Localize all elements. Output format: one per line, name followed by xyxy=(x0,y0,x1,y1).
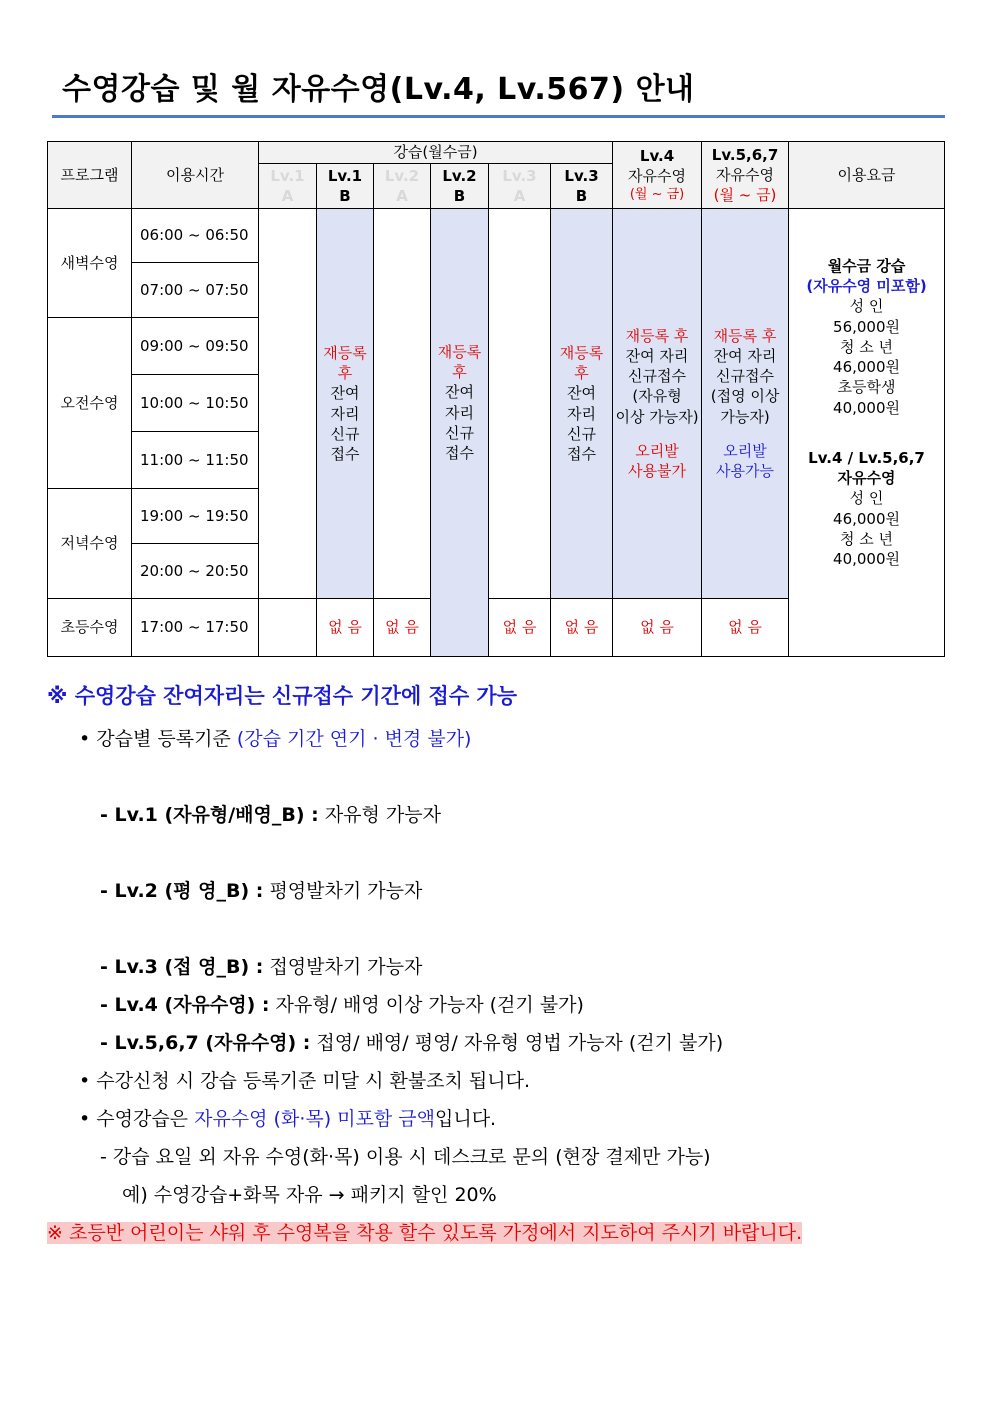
time-slot: 06:00 ~ 06:50 xyxy=(132,209,259,263)
lv567-cell: 재등록 후 잔여 자리 신규접수 (접영 이상 가능자) 오리발 사용가능 xyxy=(702,209,789,599)
time-slot: 20:00 ~ 20:50 xyxy=(132,544,259,599)
none-cell: 없 음 xyxy=(702,599,789,657)
page-title: 수영강습 및 월 자유수영(Lv.4, Lv.567) 안내 xyxy=(62,72,695,107)
lv2a-cell xyxy=(374,209,431,599)
lv567-header: Lv.5,6,7 자유수영 (월 ~ 금) xyxy=(702,142,789,209)
title-divider xyxy=(52,115,945,118)
lv4-header: Lv.4 자유수영 (월 ~ 금) xyxy=(613,142,702,209)
notes-heading: ※ 수영강습 잔여자리는 신규접수 기간에 접수 가능 xyxy=(47,684,518,708)
level-header-lv1a: Lv.1 A xyxy=(259,164,317,209)
program-dawn: 새벽수영 xyxy=(48,209,132,318)
level-header-lv3a: Lv.3 A xyxy=(489,164,551,209)
time-slot: 10:00 ~ 10:50 xyxy=(132,375,259,432)
program-header: 프로그램 xyxy=(48,142,132,209)
level-criterion: - Lv.2 (평 영_B) : 평영발차기 가능자 xyxy=(100,880,423,902)
lv3b-cell: 재등록 후 잔여 자리 신규 접수 xyxy=(551,209,613,599)
level-header-lv3b: Lv.3 B xyxy=(551,164,613,209)
program-morning: 오전수영 xyxy=(48,318,132,489)
bullet-icon: • xyxy=(79,1070,91,1092)
example-note: 예) 수영강습+화목 자유 → 패키지 할인 20% xyxy=(122,1184,497,1206)
time-slot: 17:00 ~ 17:50 xyxy=(132,599,259,657)
schedule-table xyxy=(47,141,945,657)
lesson-group-header: 강습(월수금) xyxy=(259,142,613,164)
lv2b-cell: 재등록 후 잔여 자리 신규 접수 xyxy=(431,209,489,657)
level-criterion: - Lv.5,6,7 (자유수영) : 접영/ 배영/ 평영/ 자유형 영법 가능자 (걷기 불가) xyxy=(100,1032,724,1054)
lv3a-cell xyxy=(489,209,551,599)
none-cell: 없 음 xyxy=(317,599,374,657)
level-criterion: - Lv.3 (접 영_B) : 접영발차기 가능자 xyxy=(100,956,423,978)
level-header-lv1b: Lv.1 B xyxy=(317,164,374,209)
bullet-icon: • xyxy=(79,1108,91,1130)
desk-note: - 강습 요일 외 자유 수영(화·목) 이용 시 데스크로 문의 (현장 결제만 가능) xyxy=(100,1146,711,1168)
lv1b-cell: 재등록 후 잔여 자리 신규 접수 xyxy=(317,209,374,599)
level-header-lv2b: Lv.2 B xyxy=(431,164,489,209)
lv1a-cell xyxy=(259,209,317,599)
criteria-line: • 강습별 등록기준 (강습 기간 연기 · 변경 불가) xyxy=(79,728,472,750)
time-slot: 11:00 ~ 11:50 xyxy=(132,432,259,489)
program-evening: 저녁수영 xyxy=(48,489,132,599)
time-slot: 09:00 ~ 09:50 xyxy=(132,318,259,375)
level-criterion: - Lv.1 (자유형/배영_B) : 자유형 가능자 xyxy=(100,804,441,826)
bullet-icon: • xyxy=(79,728,91,750)
none-cell: 없 음 xyxy=(489,599,551,657)
refund-line: • 수강신청 시 강습 등록기준 미달 시 환불조치 됩니다. xyxy=(79,1070,531,1092)
fee-header: 이용요금 xyxy=(789,142,945,209)
program-elementary: 초등수영 xyxy=(48,599,132,657)
none-cell: 없 음 xyxy=(613,599,702,657)
none-cell xyxy=(259,599,317,657)
lesson-exclusion-line: • 수영강습은 자유수영 (화·목) 미포함 금액입니다. xyxy=(79,1108,497,1130)
lv4-cell: 재등록 후 잔여 자리 신규접수 (자유형 이상 가능자) 오리발 사용불가 xyxy=(613,209,702,599)
none-cell: 없 음 xyxy=(551,599,613,657)
level-criterion: - Lv.4 (자유수영) : 자유형/ 배영 이상 가능자 (걷기 불가) xyxy=(100,994,584,1016)
level-header-lv2a: Lv.2 A xyxy=(374,164,431,209)
time-slot: 07:00 ~ 07:50 xyxy=(132,263,259,318)
footer-note: ※ 초등반 어린이는 샤워 후 수영복을 착용 할수 있도록 가정에서 지도하여 주시기 바랍니다. xyxy=(47,1222,803,1244)
fee-cell: 월수금 강습 (자유수영 미포함) 성 인 56,000원 청 소 년 46,000원 초등학생 40,000원 Lv.4 / Lv.5,6,7 자유수영 성 인 46,000원 청 소 년 40,000원 xyxy=(789,209,945,657)
none-cell: 없 음 xyxy=(374,599,431,657)
time-slot: 19:00 ~ 19:50 xyxy=(132,489,259,544)
time-header: 이용시간 xyxy=(132,142,259,209)
